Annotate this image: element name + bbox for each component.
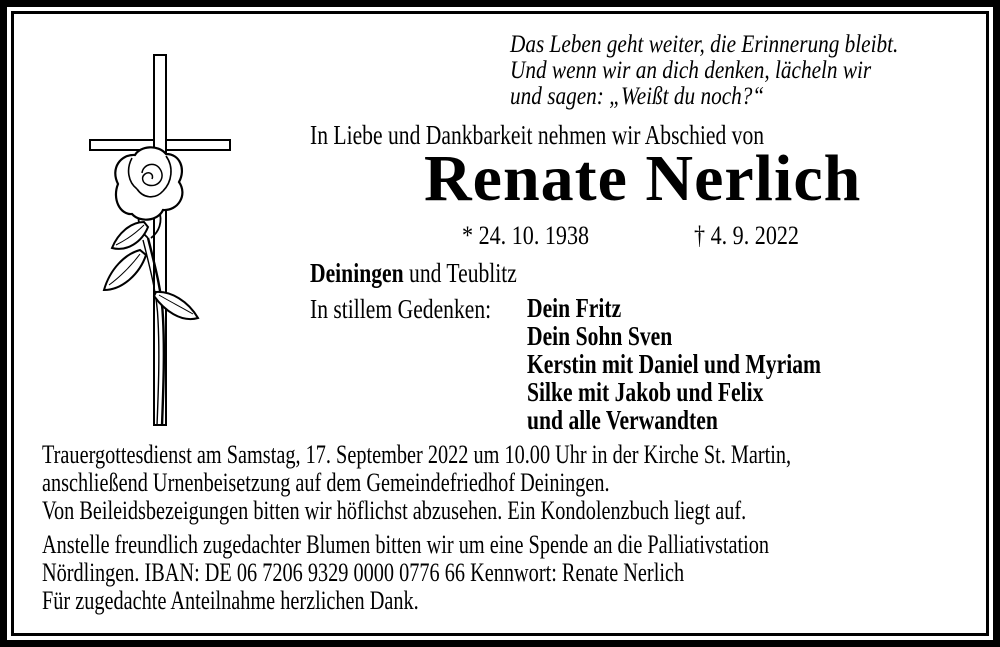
deceased-name: Renate Nerlich — [424, 142, 862, 215]
rose — [104, 147, 198, 426]
donation-details — [42, 531, 769, 615]
mourner-line: und alle Verwandten — [527, 405, 718, 435]
epigraph — [510, 32, 898, 110]
epigraph-line: und sagen: „Weißt du noch?“ — [510, 83, 765, 110]
place-secondary: und Teublitz — [403, 258, 517, 288]
farewell-intro: In Liebe und Dankbarkeit nehmen wir Abschied von — [310, 120, 765, 150]
death-date: † 4. 9. 2022 — [694, 221, 799, 250]
mourner-line: Dein Sohn Sven — [527, 321, 673, 351]
mourners-list — [527, 294, 821, 434]
place-primary: Deiningen — [310, 258, 404, 288]
cross-with-rose-icon — [85, 52, 235, 430]
donation-line: Anstelle freundlich zugedachter Blumen bitten wir um eine Spende an die Palliativstation — [42, 530, 770, 559]
service-line: anschließend Urnenbeisetzung auf dem Gemeindefriedhof Deiningen. — [42, 468, 610, 497]
service-line: Von Beileidsbezeigungen bitten wir höflichst abzusehen. Ein Kondolenzbuch liegt auf. — [42, 496, 747, 525]
mourner-line: Dein Fritz — [527, 293, 622, 323]
epigraph-line: Und wenn wir an dich denken, lächeln wir — [510, 57, 872, 84]
donation-line: Nördlingen. IBAN: DE 06 7206 9329 0000 0776 66 Kennwort: Renate Nerlich — [42, 558, 685, 587]
mourning-label: In stillem Gedenken: — [310, 294, 492, 324]
birth-date: * 24. 10. 1938 — [462, 221, 590, 250]
donation-line: Für zugedachte Anteilnahme herzlichen Dank. — [42, 586, 419, 615]
places-line — [310, 258, 517, 289]
service-details — [42, 441, 791, 525]
service-line: Trauergottesdienst am Samstag, 17. September 2022 um 10.00 Uhr in der Kirche St. Martin, — [42, 440, 792, 469]
mourner-line: Kerstin mit Daniel und Myriam — [527, 349, 821, 379]
mourner-line: Silke mit Jakob und Felix — [527, 377, 764, 407]
epigraph-line: Das Leben geht weiter, die Erinnerung bleibt. — [510, 31, 899, 58]
